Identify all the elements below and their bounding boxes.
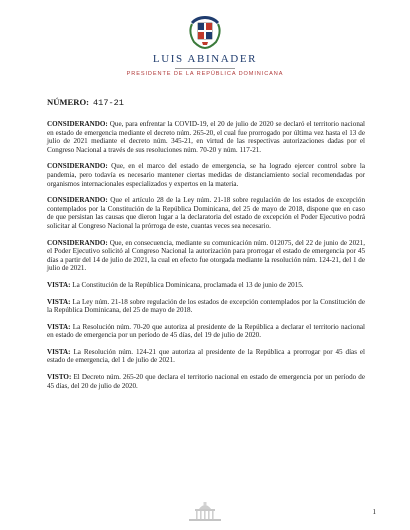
decree-number-label: NÚMERO: bbox=[47, 97, 90, 107]
paragraph bbox=[47, 196, 365, 230]
paragraph-lead: VISTO: bbox=[47, 373, 72, 382]
paragraph bbox=[47, 348, 365, 365]
paragraph-text: El Decreto núm. 265-20 que declara el territorio nacional en estado de emergencia por un período de 45 días, del 20 de julio de 2020. bbox=[47, 373, 365, 390]
paragraph-text: La Ley núm. 21-18 sobre regulación de los estados de excepción contemplados por la Constitución de la República Dominicana, del 25 de mayo de 2018. bbox=[47, 297, 365, 315]
paragraph-lead: CONSIDERANDO: bbox=[47, 162, 108, 171]
president-title: PRESIDENTE DE LA REPÚBLICA DOMINICANA bbox=[126, 71, 284, 77]
paragraph-lead: CONSIDERANDO: bbox=[47, 120, 108, 128]
decree-number-value: 417-21 bbox=[93, 98, 124, 108]
paragraph-lead: VISTA: bbox=[47, 297, 71, 306]
paragraph bbox=[47, 281, 365, 290]
paragraph-lead: VISTA: bbox=[47, 280, 71, 289]
coat-of-arms-icon bbox=[188, 10, 222, 50]
paragraph-lead: CONSIDERANDO: bbox=[47, 196, 108, 205]
paragraph-text: Que, en consecuencia, mediante su comunicación núm. 012075, del 22 de junio de 2021, el Poder Ejecutivo solicitó al Congreso Nacional la autorización para prorrogar el estado de emergencia por 45 días a partir del 14 de julio de 2021, la cual en efecto fue otorgada mediante la resolución núm. 124-21, del 1 de julio de 2021. bbox=[47, 238, 365, 273]
paragraph-text: Que, en el marco del estado de emergencia, se ha logrado ejercer control sobre la pandemia, pero todavía es necesario mantener ciertas medidas de distanciamiento social recomendadas por organismos internacionales especializados y expertos en la materia. bbox=[47, 162, 365, 188]
paragraph bbox=[47, 373, 365, 390]
paragraph bbox=[47, 162, 365, 188]
paragraph-text: Que, para enfrentar la COVID-19, el 20 de julio de 2020 se declaró el territorio nacional en estado de emergencia mediante el decreto núm. 265-20, el cual fue prorrogado por última vez hasta el 13 de julio de 2021 mediante el decreto núm. 345-21, en virtud de las respectivas autorizaciones dadas por el Congreso Nacional a través de sus resoluciones núm. 70-20 y núm. 117-21. bbox=[47, 120, 365, 154]
paragraph bbox=[47, 298, 365, 315]
header-divider bbox=[175, 68, 235, 69]
document-body bbox=[47, 120, 365, 390]
paragraph-text: La Constitución de la República Dominicana, proclamada el 13 de junio de 2015. bbox=[70, 280, 304, 289]
paragraph-lead: VISTA: bbox=[47, 322, 71, 331]
paragraph-text: La Resolución núm. 70-20 que autoriza al presidente de la República a declarar el territorio nacional en estado de emergencia por un período de 45 días, del 19 de julio de 2020. bbox=[47, 322, 365, 340]
paragraph-text: Que el artículo 28 de la Ley núm. 21-18 sobre regulación de los estados de excepción contemplados por la Constitución de la República Dominicana, del 25 de mayo de 2018, dispone que en caso de que persistan las causas que dieron lugar a la declaratoria del estado de excepción el Poder Ejecutivo podrá solicitar al Congreso Nacional la prórroga de este, cuantas veces sea necesario. bbox=[47, 196, 365, 230]
paragraph bbox=[47, 323, 365, 340]
paragraph-lead: VISTA: bbox=[47, 347, 71, 356]
paragraph-lead: CONSIDERANDO: bbox=[47, 238, 108, 247]
paragraph bbox=[47, 120, 365, 154]
president-name: LUIS ABINADER bbox=[152, 53, 258, 65]
decree-number bbox=[47, 97, 124, 108]
letterhead bbox=[0, 10, 410, 77]
palace-emblem-icon bbox=[186, 500, 224, 522]
paragraph-text: La Resolución núm. 124-21 que autoriza al presidente de la República a prorrogar por 45 días el estado de emergencia, del 1 de julio de 2021. bbox=[47, 347, 365, 365]
paragraph bbox=[47, 239, 365, 273]
page-number: 1 bbox=[372, 508, 376, 516]
